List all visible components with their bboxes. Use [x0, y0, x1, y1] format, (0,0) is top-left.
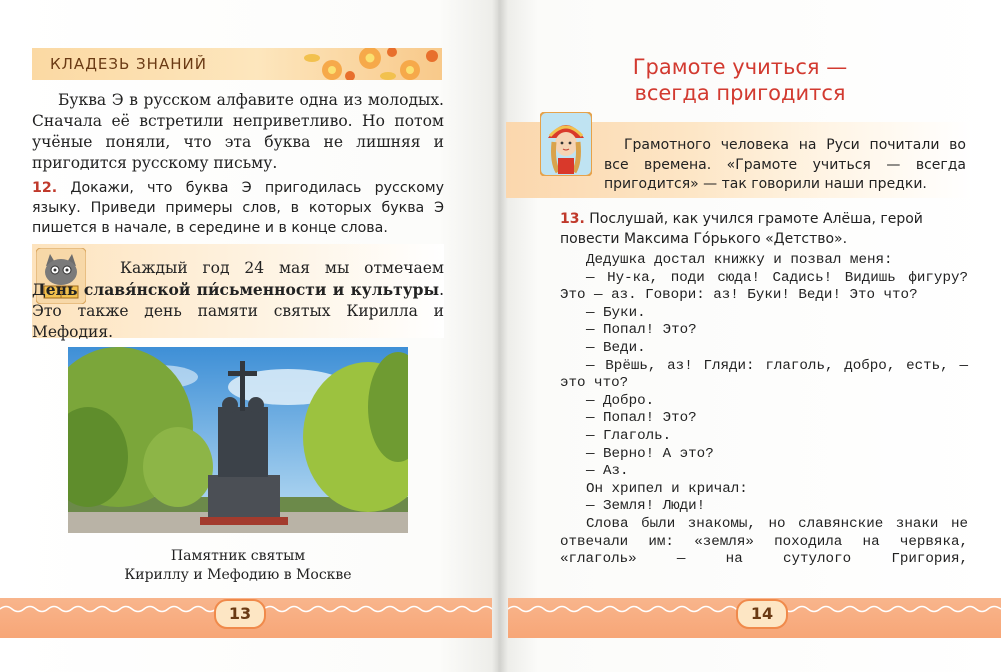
- monument-photo: [68, 347, 408, 533]
- story-line: — Земля! Люди!: [586, 498, 706, 515]
- page-number-left: 13: [214, 599, 266, 629]
- paragraph-letter-e: Буква Э в русском алфавите одна из молодых. Сначала её встретили неприветливо. Но потом учёные поняли, что эта буква не лишняя и пригодится русскому письму.: [32, 91, 444, 172]
- holiday-name: День славя́нской пи́сьменности и культуры: [32, 280, 440, 299]
- page-number-right: 14: [736, 599, 788, 629]
- story-line: — Попал! Это?: [586, 322, 697, 339]
- flower-ornament-icon: [292, 48, 442, 80]
- task-13: [560, 210, 968, 249]
- section-title: Грамоте учиться — всегда пригодится: [632, 55, 848, 105]
- story-line: Слова были знакомы, но славянские знаки не отвечали им: «земля» походила на червяка, «глаголь» — на сутулого Григория,: [560, 515, 968, 568]
- story-line: — Веди.: [586, 339, 646, 356]
- story-line: — Верно! А это?: [586, 445, 714, 462]
- story-line: — Ну-ка, поди сюда! Садись! Видишь фигуру? Это — аз. Говори: аз! Буки! Веди! Это что?: [560, 269, 968, 304]
- story-line: — Буки.: [586, 304, 646, 321]
- photo-caption: Памятник святым Кириллу и Мефодию в Москве: [124, 548, 352, 583]
- book-spine: [492, 0, 508, 672]
- story-line: — Аз.: [586, 463, 629, 480]
- story-line: Дедушка достал книжку и позвал меня:: [586, 252, 893, 268]
- story-line: Он хрипел и кричал:: [586, 480, 748, 497]
- task-text: Докажи, что буква Э пригодилась русскому языку. Приведи примеры слов, в которых буква Э пишется в начале, в середине и в конце слова.: [32, 180, 444, 236]
- story-line: — Врёшь, аз! Гляди: глаголь, добро, есть, — это что?: [560, 357, 968, 392]
- task-number: 12.: [32, 180, 58, 196]
- quote-text: Грамотного человека на Руси почитали во все времена. «Грамоте учиться — всегда пригодится» — так говорили наши предки.: [604, 137, 966, 192]
- knowledge-banner: [32, 48, 442, 80]
- task-text: Послушай, как учился грамоте Алёша, герой повести Максима Го́рького «Детство».: [560, 211, 923, 247]
- story-line: — Глаголь.: [586, 427, 672, 444]
- task-number: 13.: [560, 211, 585, 227]
- story-line: — Попал! Это?: [586, 410, 697, 427]
- story-line: — Добро.: [586, 392, 655, 409]
- story-excerpt: [560, 252, 968, 569]
- banner-title: КЛАДЕЗЬ ЗНАНИЙ: [50, 55, 207, 73]
- russian-girl-icon: [540, 112, 592, 176]
- slavic-literature-day-text: Каждый год 24 мая мы отмечаем День славя́нской пи́сьменности и культуры. Это также день памяти святых Кирилла и Мефодия.: [32, 259, 444, 341]
- task-12: [32, 178, 444, 238]
